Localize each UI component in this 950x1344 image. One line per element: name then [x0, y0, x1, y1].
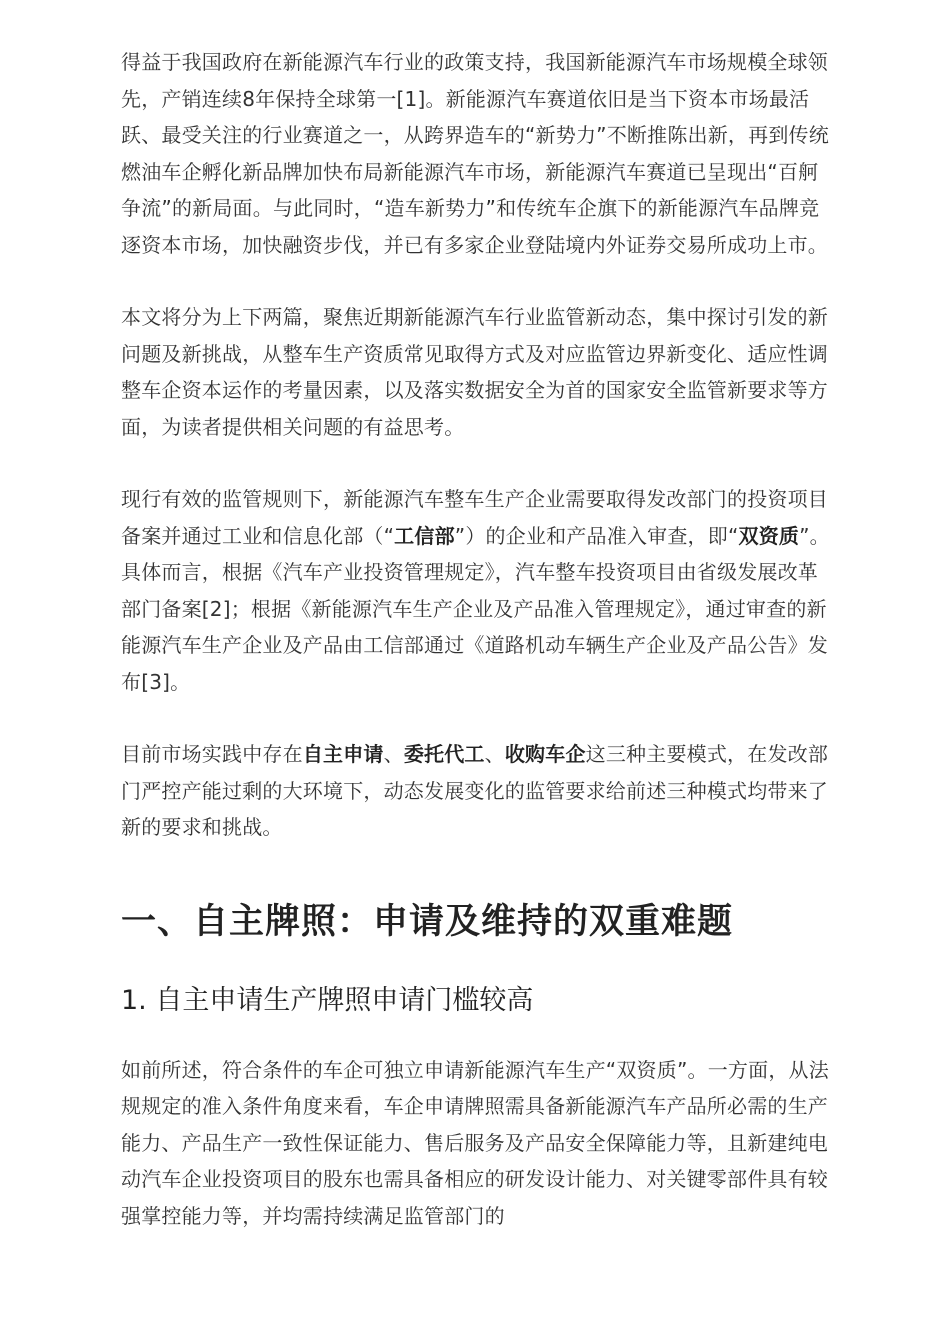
subsection-paragraph: 如前所述，符合条件的车企可独立申请新能源汽车生产“双资质”。一方面，从法规规定的准入条件角度来看，车企申请牌照需具备新能源汽车产品所必需的生产能力、产品生产一致性保证能力、售后服务及产品安全保障能力等，且新建纯电动汽车企业投资项目的股东也需具备相应的研发设计能力、对关键零部件具有较强掌控能力等，并均需持续满足监管部门的 — [121, 1057, 829, 1228]
article-body — [121, 44, 833, 1234]
term-dual-qualification: 双资质 — [738, 523, 800, 548]
section-heading: 一、自主牌照：申请及维持的双重难题 — [121, 901, 734, 942]
mode-contract-manufacturing: 委托代工 — [403, 742, 485, 766]
mode-self-application: 自主申请 — [302, 742, 384, 766]
mode-acquisition: 收购车企 — [504, 742, 586, 766]
modes-paragraph — [121, 736, 833, 846]
intro-paragraph: 得益于我国政府在新能源汽车行业的政策支持，我国新能源汽车市场规模全球领先，产销连续8年保持全球第一[1]。新能源汽车赛道依旧是当下资本市场最活跃、最受关注的行业赛道之一，从跨界造车的“新势力”不断推陈出新，再到传统燃油车企孵化新品牌加快布局新能源汽车市场，新能源汽车赛道已呈现出“百舸争流”的新局面。与此同时，“造车新势力”和传统车企旗下的新能源汽车品牌竞逐资本市场，加快融资步伐，并已有多家企业登陆境内外证券交易所成功上市。 — [121, 50, 829, 257]
modes-text-1: 目前市场实践中存在 — [121, 742, 303, 766]
modes-sep-1: 、 — [383, 742, 404, 766]
regulation-text-3: ”。具体而言，根据《汽车产业投资管理规定》，汽车整车投资项目由省级发展改革部门备案[2]；根据《新能源汽车生产企业及产品准入管理规定》，通过审查的新能源汽车生产企业及产品由工信部通过《道路机动车辆生产企业及产品公告》发布[3]。 — [121, 523, 830, 694]
regulation-paragraph — [121, 481, 833, 700]
regulation-text-1: 现行有效的监管规则下，新能源汽车整车生产企业需要取得发改部门的投资项目备案并通过工业和信息化部（“ — [121, 487, 828, 548]
scope-paragraph: 本文将分为上下两篇，聚焦近期新能源汽车行业监管新动态，集中探讨引发的新问题及新挑战，从整车生产资质常见取得方式及对应监管边界新变化、适应性调整车企资本运作的考量因素，以及落实数据安全为首的国家安全监管新要求等方面，为读者提供相关问题的有益思考。 — [121, 305, 828, 439]
modes-text-2: 这三种主要模式，在发改部门严控产能过剩的大环境下，动态发展变化的监管要求给前述三种模式均带来了新的要求和挑战。 — [121, 742, 829, 839]
modes-sep-2: 、 — [484, 742, 505, 766]
subsection-heading: 1. 自主申请生产牌照申请门槛较高 — [121, 984, 534, 1016]
term-miit: 工信部 — [394, 523, 455, 548]
regulation-text-2: ”）的企业和产品准入审查，即“ — [454, 523, 739, 548]
